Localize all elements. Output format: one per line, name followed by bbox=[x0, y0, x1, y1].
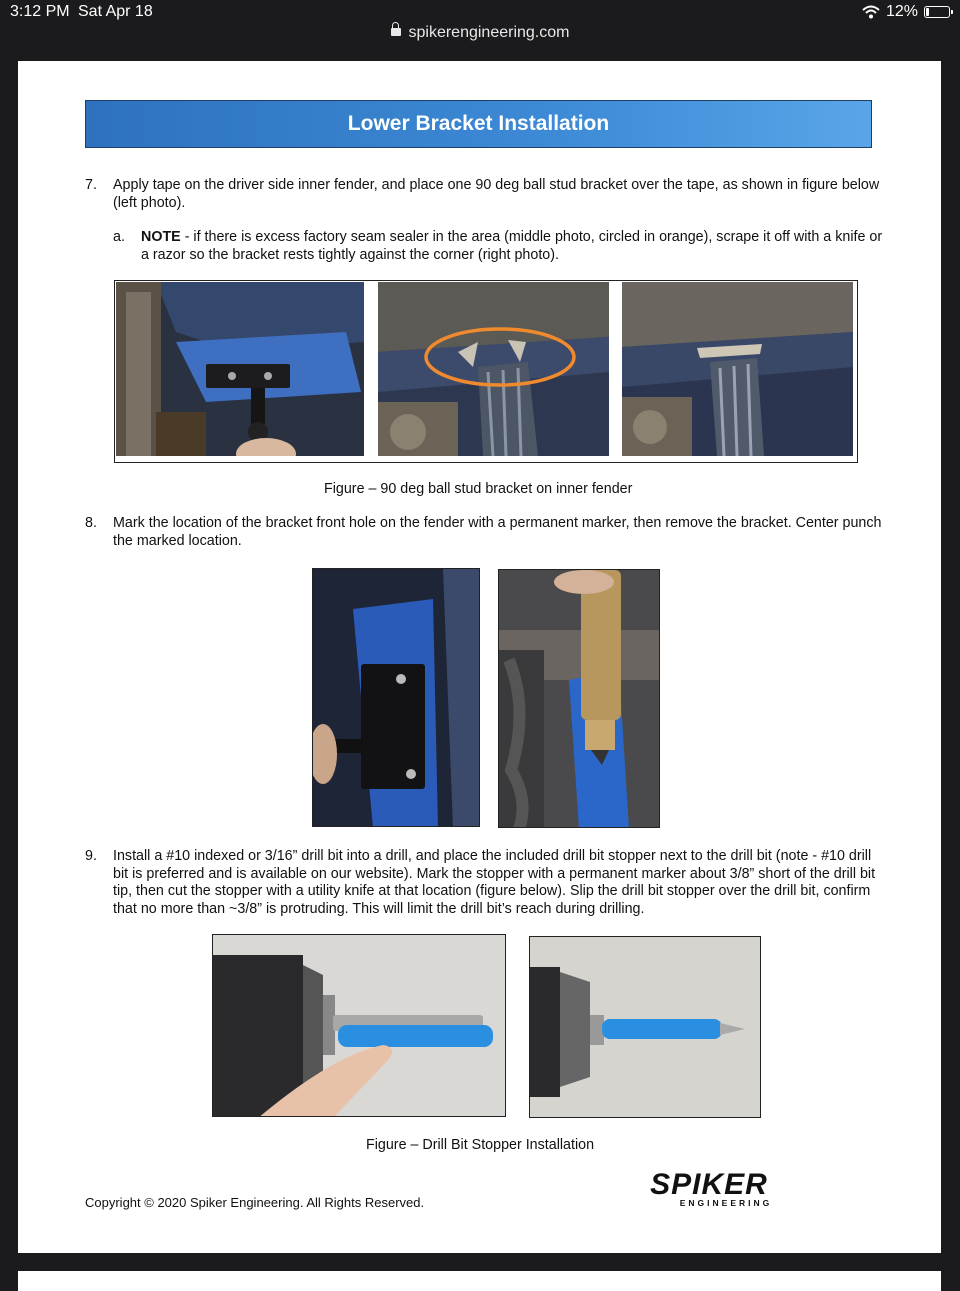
step-9 bbox=[85, 848, 885, 928]
step-9-number: 9. bbox=[85, 848, 97, 864]
status-time: 3:12 PM bbox=[10, 3, 70, 20]
step-7-note-text bbox=[141, 229, 885, 264]
document-page bbox=[18, 61, 941, 1253]
photo-center-punch bbox=[498, 569, 660, 828]
step-7 bbox=[85, 177, 885, 217]
status-date: Sat Apr 18 bbox=[78, 3, 153, 20]
step-8-text: Mark the location of the bracket front hole on the fender with a permanent marker, then remove the bracket. Center punch the marked location. bbox=[113, 515, 882, 549]
wifi-icon bbox=[862, 5, 880, 19]
photo-bracket-corner bbox=[622, 282, 853, 456]
step-8 bbox=[85, 515, 885, 555]
battery-percent: 12% bbox=[885, 3, 918, 20]
step-7-number: 7. bbox=[85, 177, 97, 193]
section-banner bbox=[85, 100, 872, 148]
photo-bracket-on-fender bbox=[116, 282, 364, 456]
figure-3-caption: Figure – Drill Bit Stopper Installation bbox=[366, 1137, 595, 1153]
step-7-text: Apply tape on the driver side inner fender, and place one 90 deg ball stud bracket over the tape, as shown in figure below (left photo). bbox=[113, 177, 880, 211]
status-indicators bbox=[862, 3, 950, 21]
note-label: NOTE bbox=[141, 229, 181, 245]
logo-wordmark: SPIKER bbox=[650, 1168, 768, 1201]
photo-drill-stopper-installed bbox=[529, 936, 761, 1118]
photo-seam-sealer-circled bbox=[378, 282, 609, 456]
logo-subtitle: ENGINEERING bbox=[679, 1198, 773, 1208]
banner-title: Lower Bracket Installation bbox=[347, 112, 610, 135]
spiker-logo bbox=[629, 1170, 789, 1208]
battery-icon bbox=[924, 6, 950, 18]
step-7-note-letter: a. bbox=[113, 229, 125, 245]
photo-bracket-marking bbox=[312, 568, 480, 827]
address-bar[interactable] bbox=[0, 24, 960, 44]
battery-level-fill bbox=[926, 8, 929, 16]
note-body: - if there is excess factory seam sealer in the area (middle photo, circled in orange), scrape it off with a knife or a razor so the bracket rests tightly against the corner (right photo). bbox=[141, 229, 883, 263]
figure-1-caption: Figure – 90 deg ball stud bracket on inner fender bbox=[324, 481, 633, 497]
step-7-note bbox=[113, 229, 885, 269]
photo-drill-stopper-marking bbox=[212, 934, 506, 1117]
status-bar bbox=[0, 0, 960, 24]
lock-icon bbox=[391, 28, 401, 36]
copyright-footer: Copyright © 2020 Spiker Engineering. All Rights Reserved. bbox=[85, 1195, 425, 1210]
next-page-edge bbox=[18, 1271, 941, 1291]
url-text: spikerengineering.com bbox=[408, 24, 570, 41]
step-9-text: Install a #10 indexed or 3/16” drill bit into a drill, and place the included drill bit stopper next to the drill bit (note - #10 drill bit is preferred and is available on our website). Mark the stopper with a permanent marker about 3/8” short of the drill bit tip, then cut the stopper with a utility knife at that location (figure below). Slip the drill bit stopper over the drill bit, confirm that no more than ~3/8” is protruding. This will limit the drill bit’s reach during drilling. bbox=[113, 848, 876, 917]
step-8-number: 8. bbox=[85, 515, 97, 531]
